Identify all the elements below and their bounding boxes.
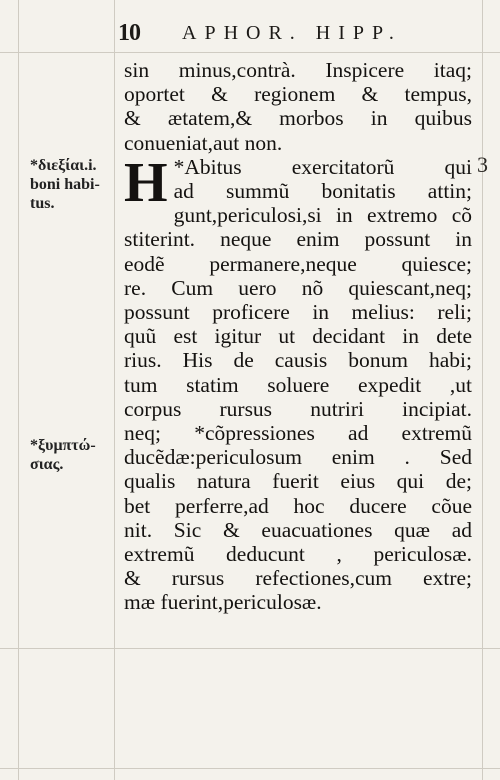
frame-rule-gutter xyxy=(114,0,115,780)
text-line: corpus rursus nutriri incipiat. xyxy=(124,396,472,421)
text-line: extremũ deducunt , periculosæ. xyxy=(124,542,472,567)
main-text-block xyxy=(124,58,472,615)
margin-note-2 xyxy=(30,436,116,474)
text-line: & rursus refectiones,cum extre; xyxy=(124,566,472,591)
text-line: nit. Sic & euacuationes quæ ad xyxy=(124,517,472,542)
frame-rule-bottom xyxy=(0,768,500,769)
aphorism-paragraph xyxy=(124,151,472,615)
running-head: APHOR. HIPP. xyxy=(182,22,402,44)
text-line: bet perferre,ad hoc ducere cõue xyxy=(124,493,472,518)
margin-note-line: tus. xyxy=(30,195,55,212)
page-header xyxy=(118,18,470,48)
page-number: 10 xyxy=(118,20,140,46)
text-line: gunt,periculosi,si in extremo cõ xyxy=(173,203,472,228)
frame-rule-left xyxy=(18,0,19,780)
frame-rule-mid xyxy=(0,648,500,649)
text-line: neq; *cõpressiones ad extremũ xyxy=(124,421,472,446)
text-line: ad summũ bonitatis attin; xyxy=(173,179,472,204)
text-line: stiterint. neque enim possunt in xyxy=(124,227,472,252)
margin-note-line: *ξυμπτώ- xyxy=(30,437,96,454)
text-line: tum statim soluere expedit ,ut xyxy=(124,372,472,397)
text-line: mæ fuerint,periculosæ. xyxy=(124,590,322,615)
text-line: quũ est igitur ut decidant in dete xyxy=(124,324,472,349)
drop-capital: H xyxy=(124,151,168,214)
frame-rule-top xyxy=(0,52,500,53)
text-line: qualis natura fuerit eius qui de; xyxy=(124,469,472,494)
text-line: sin minus,contrà. Inspicere itaq; xyxy=(124,58,472,82)
frame-rule-right xyxy=(482,0,483,780)
margin-note-line: boni habi- xyxy=(30,176,100,193)
margin-note-1 xyxy=(30,156,116,213)
text-line: eodẽ permanere,neque quiesce; xyxy=(124,251,472,276)
margin-note-line: *διεξίαι.i. xyxy=(30,157,97,174)
text-line: conueniat,aut non. xyxy=(124,130,283,155)
text-line: re. Cum uero nõ quiescant,neq; xyxy=(124,275,472,300)
text-line: *Abitus exercitatorũ qui xyxy=(173,154,472,179)
text-line: ducẽdæ:periculosum enim . Sed xyxy=(124,445,472,470)
text-line: oportet & regionem & tempus, xyxy=(124,82,472,107)
text-line: rius. His de causis bonum habi; xyxy=(124,348,472,373)
side-mark: 3 xyxy=(477,152,488,177)
text-line: & ætatem,& morbos in quibus xyxy=(124,106,472,131)
text-line: possunt proficere in melius: reli; xyxy=(124,300,472,325)
margin-note-line: σιας. xyxy=(30,456,64,473)
